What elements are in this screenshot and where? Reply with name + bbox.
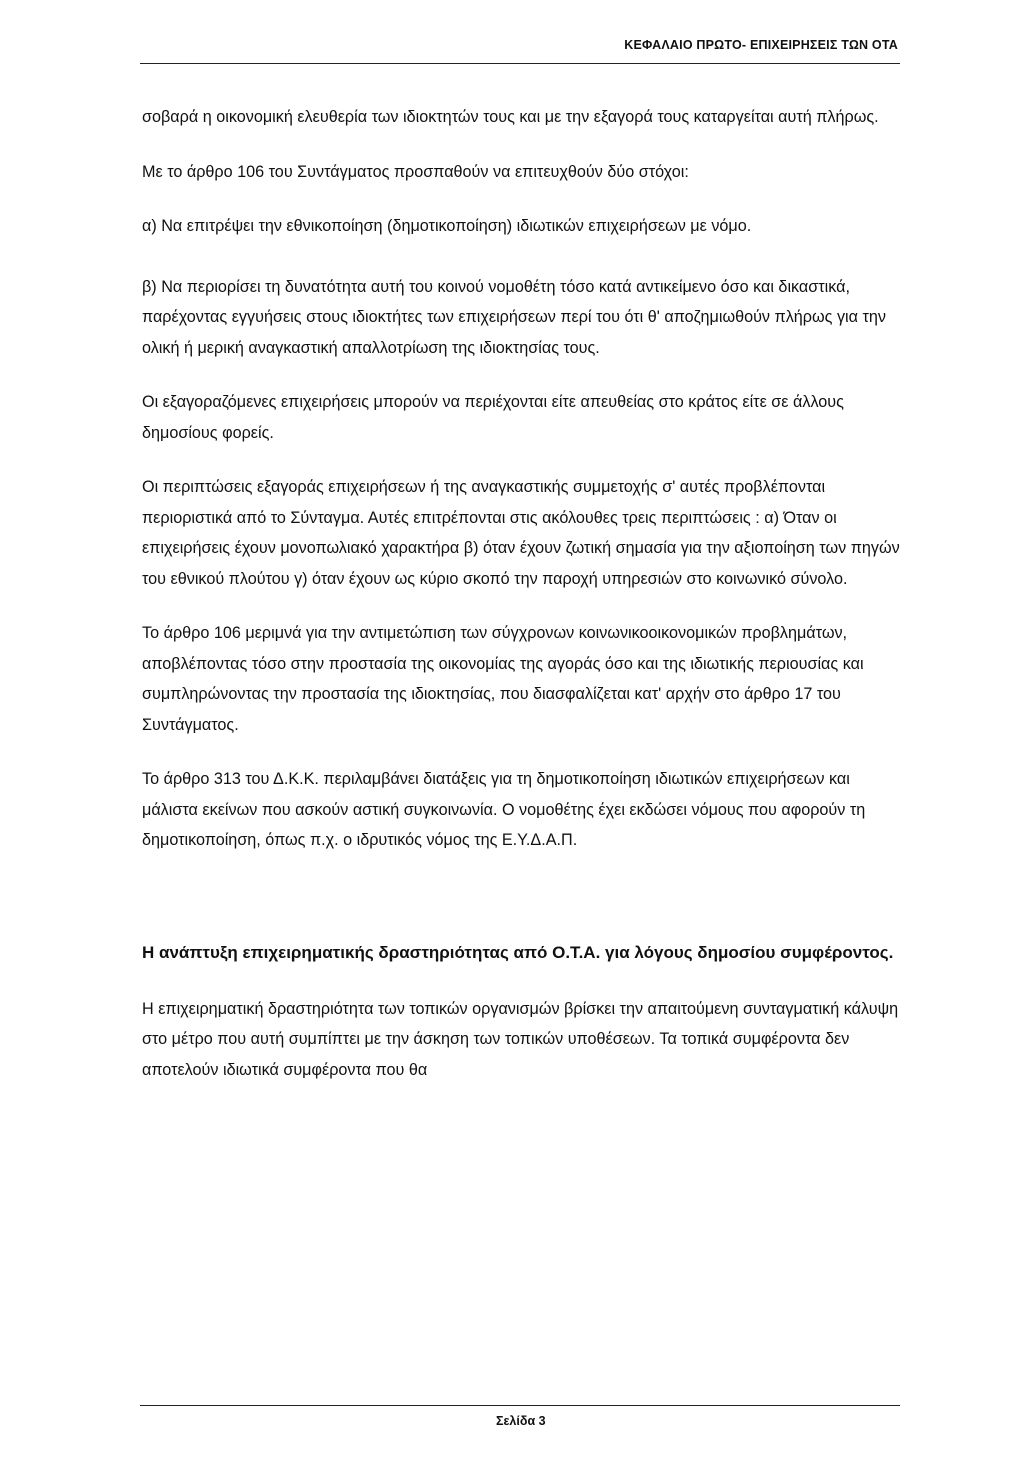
- paragraph-2: Με το άρθρο 106 του Συντάγματος προσπαθούν να επιτευχθούν δύο στόχοι:: [142, 162, 689, 181]
- paragraph-4: β) Να περιορίσει τη δυνατότητα αυτή του κοινού νομοθέτη τόσο κατά αντικείμενο όσο και δικαστικά, παρέχοντας εγγυήσεις στους ιδιοκτήτες των επιχειρήσεων περί του ότι θ' αποζημιωθούν πλήρως για την ολική ή μερική αναγκαστική απαλλοτρίωση της ιδιοκτησίας τους.: [142, 277, 886, 357]
- paragraph-1: σοβαρά η οικονομική ελευθερία των ιδιοκτητών τους και με την εξαγορά τους καταργείται αυτή πλήρως.: [142, 108, 879, 126]
- paragraph-9: Η επιχειρηματική δραστηριότητα των τοπικών οργανισμών βρίσκει την απαιτούμενη συνταγματική κάλυψη στο μέτρο που αυτή συμπίπτει με την άσκηση των τοπικών υποθέσεων. Τα τοπικά συμφέροντα δεν αποτελούν ιδιωτικά συμφέροντα που θα: [142, 999, 899, 1079]
- paragraph-3: α) Να επιτρέψει την εθνικοποίηση (δημοτικοποίηση) ιδιωτικών επιχειρήσεων με νόμο.: [142, 217, 752, 235]
- footer-rule: [140, 1405, 900, 1406]
- page-body: [142, 102, 902, 1085]
- paragraph-5: Οι εξαγοραζόμενες επιχειρήσεις μπορούν να περιέχονται είτε απευθείας στο κράτος είτε σε άλλους δημοσίους φορείς.: [142, 393, 844, 442]
- paragraph-8: Το άρθρο 313 του Δ.Κ.Κ. περιλαμβάνει διατάξεις για τη δημοτικοποίηση ιδιωτικών επιχειρήσεων και μάλιστα εκείνων που ασκούν αστική συγκοινωνία. Ο νομοθέτης έχει εκδώσει νόμους που αφορούν τη δημοτικοποίηση, όπως π.χ. ο ιδρυτικός νόμος της Ε.Υ.Δ.Α.Π.: [142, 770, 866, 849]
- paragraph-7: Το άρθρο 106 μεριμνά για την αντιμετώπιση των σύγχρονων κοινωνικοοικονομικών προβλημάτων, αποβλέποντας τόσο στην προστασία της οικονομίας της αγοράς όσο και της ιδιωτικής περιουσίας και συμπληρώνοντας την προστασία της ιδιοκτησίας, που διασφαλίζεται κατ' αρχήν στο άρθρο 17 του Συντάγματος.: [142, 624, 864, 734]
- page-number: Σελίδα 3: [496, 1414, 546, 1428]
- paragraph-6: Οι περιπτώσεις εξαγοράς επιχειρήσεων ή της αναγκαστικής συμμετοχής σ' αυτές προβλέπονται περιοριστικά από το Σύνταγμα. Αυτές επιτρέπονται στις ακόλουθες τρεις περιπτώσεις : α) Όταν οι επιχειρήσεις έχουν μονοπωλιακό χαρακτήρα β) όταν έχουν ζωτική σημασία για την αξιοποίηση των πηγών του εθνικού πλούτου γ) όταν έχουν ως κύριο σκοπό την παροχή υπηρεσιών στο κοινωνικό σύνολο.: [142, 478, 900, 588]
- section-heading: Η ανάπτυξη επιχειρηματικής δραστηριότητας από Ο.Τ.Α. για λόγους δημοσίου συμφέροντος.: [142, 942, 894, 962]
- running-header: ΚΕΦΑΛΑΙΟ ΠΡΩΤΟ- ΕΠΙΧΕΙΡΗΣΕΙΣ ΤΩΝ ΟΤΑ: [624, 38, 898, 52]
- header-rule: [140, 63, 900, 64]
